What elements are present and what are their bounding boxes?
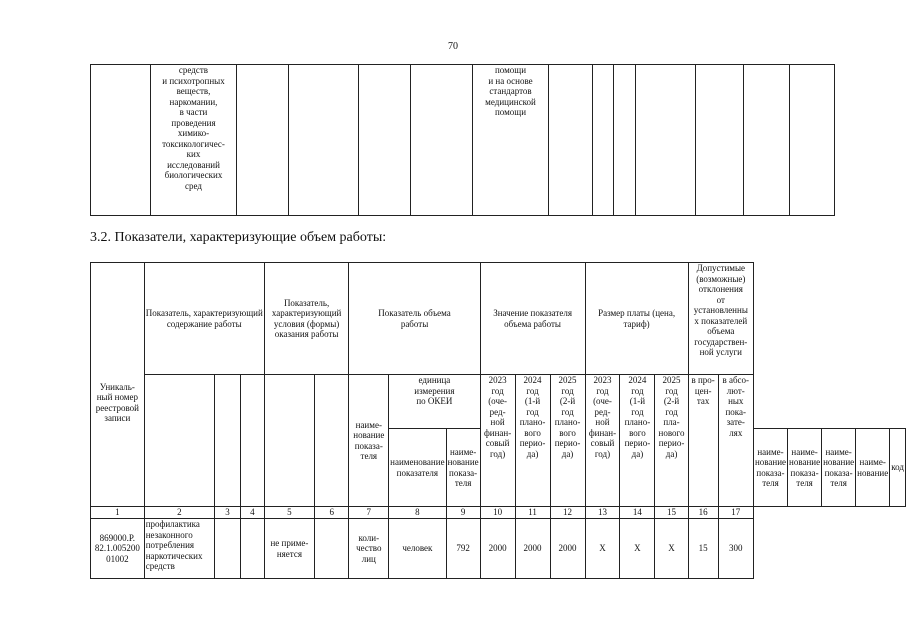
cell <box>359 65 411 216</box>
deviation-absolute: 300 <box>718 519 753 579</box>
header-in-percent: в про- цен- тах <box>688 375 718 507</box>
column-number: 9 <box>446 507 480 519</box>
column-number: 1 <box>91 507 145 519</box>
cell <box>237 65 289 216</box>
header-value-2023: 2023 год (оче- ред- ной финан- совый год) <box>480 375 515 507</box>
value-2023: 2000 <box>480 519 515 579</box>
column-number: 17 <box>718 507 753 519</box>
header-unique-number: Уникаль- ный номер реестровой записи <box>91 263 145 507</box>
spacer-cell <box>240 375 264 507</box>
column-number: 6 <box>315 507 349 519</box>
header-condition-name-2: наиме- нование показа- теля <box>822 429 856 507</box>
header-indicator-name: наиме- нование показа- теля <box>349 375 389 507</box>
cell <box>289 65 359 216</box>
header-volume-value: Значение показателя объема работы <box>480 263 585 375</box>
spacer-cell <box>215 375 241 507</box>
deviation-percent: 15 <box>688 519 718 579</box>
header-fee-2025: 2025 год (2-й год пла- нового перио- да) <box>655 375 688 507</box>
cell <box>240 519 264 579</box>
header-value-2024: 2024 год (1-й год плано- вого перио- да) <box>515 375 550 507</box>
column-number: 5 <box>264 507 314 519</box>
column-number: 4 <box>240 507 264 519</box>
fee-2025: Х <box>655 519 688 579</box>
volume-table <box>90 262 906 579</box>
column-number: 16 <box>688 507 718 519</box>
header-content-name-3: наиме- нование показа- теля <box>753 429 787 507</box>
header-deviations: Допустимые (возможные) отклонения от установленны х показателей объема государствен- ной услуги <box>688 263 753 375</box>
header-fee-2024: 2024 год (1-й год плано- вого перио- да) <box>620 375 655 507</box>
header-unit-name: наиме- нование <box>856 429 890 507</box>
spacer-cell <box>144 375 214 507</box>
cell <box>411 65 473 216</box>
column-number: 15 <box>655 507 688 519</box>
section-title: 3.2. Показатели, характеризующие объем работы: <box>90 230 387 245</box>
registry-number: 869000.Р. 82.1.005200 01002 <box>91 519 145 579</box>
fee-2023: Х <box>585 519 620 579</box>
cell <box>790 65 835 216</box>
header-volume-indicator: Показатель объема работы <box>349 263 480 375</box>
content-description-cell: средств и психотропных веществ, наркомании, в части проведения химико- токсикологичес- ких исследований биологических сред <box>151 65 237 216</box>
cell <box>91 65 151 216</box>
header-value-2025: 2025 год (2-й год плано- вого перио- да) <box>550 375 585 507</box>
column-number: 8 <box>389 507 446 519</box>
cell <box>593 65 614 216</box>
header-in-absolute: в абсо- лют- ных пока- зате- лях <box>718 375 753 507</box>
spacer-cell <box>264 375 314 507</box>
header-fee-size: Размер платы (цена, тариф) <box>585 263 688 375</box>
column-number: 13 <box>585 507 620 519</box>
value-2024: 2000 <box>515 519 550 579</box>
cell <box>696 65 744 216</box>
condition-value: не приме- няется <box>264 519 314 579</box>
unit-code: 792 <box>446 519 480 579</box>
cell <box>636 65 696 216</box>
column-number: 10 <box>480 507 515 519</box>
header-code: код <box>890 429 906 507</box>
header-content-name: наименование показателя <box>389 429 446 507</box>
cell <box>549 65 593 216</box>
column-number: 12 <box>550 507 585 519</box>
value-2025: 2000 <box>550 519 585 579</box>
spacer-cell <box>315 375 349 507</box>
column-number: 2 <box>144 507 214 519</box>
unit-name: человек <box>389 519 446 579</box>
continuation-table <box>90 64 835 216</box>
header-unit-okei: единица измерения по ОКЕИ <box>389 375 480 429</box>
header-condition-name-1: наиме- нование показа- теля <box>788 429 822 507</box>
indicator-name: коли- чество лиц <box>349 519 389 579</box>
header-fee-2023: 2023 год (оче- ред- ной финан- совый год) <box>585 375 620 507</box>
standards-description-cell: помощи и на основе стандартов медицинской помощи <box>473 65 549 216</box>
cell <box>315 519 349 579</box>
header-content-indicator: Показатель, характеризующий содержание работы <box>144 263 264 375</box>
fee-2024: Х <box>620 519 655 579</box>
column-number: 3 <box>215 507 241 519</box>
header-content-name-2: наиме- нование показа- теля <box>446 429 480 507</box>
column-number: 7 <box>349 507 389 519</box>
page-number: 70 <box>448 41 458 52</box>
cell <box>614 65 636 216</box>
column-number: 14 <box>620 507 655 519</box>
header-conditions-indicator: Показатель, характеризующий условия (формы) оказания работы <box>264 263 349 375</box>
cell <box>215 519 241 579</box>
content-name: профилактика незаконного потребления наркотических средств <box>144 519 214 579</box>
table-row <box>91 519 906 579</box>
column-number: 11 <box>515 507 550 519</box>
cell <box>744 65 790 216</box>
